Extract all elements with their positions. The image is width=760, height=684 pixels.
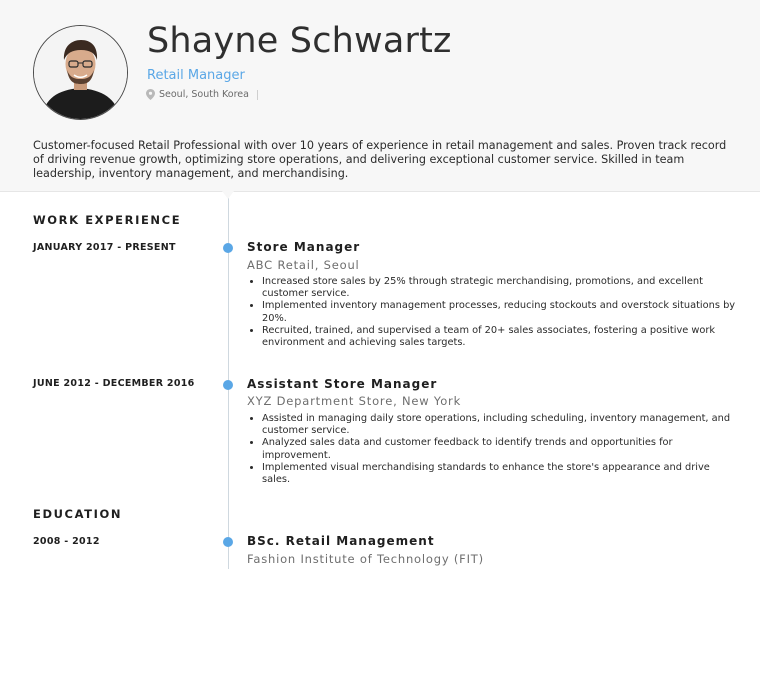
resume-header xyxy=(0,0,760,192)
education-dates: 2008 - 2012 xyxy=(33,536,100,547)
job-bullets xyxy=(247,413,737,486)
location xyxy=(146,89,258,100)
job-bullet: • Recruited, trained, and supervised a team of 20+ sales associates, fostering a positive work environment and achieving sales targets. xyxy=(262,325,737,349)
education-school: Fashion Institute of Technology (FIT) xyxy=(247,552,484,566)
candidate-name: Shayne Schwartz xyxy=(147,21,452,61)
location-divider xyxy=(257,90,258,100)
job-bullet: • Analyzed sales data and customer feedback to identify trends and opportunities for improvement. xyxy=(262,437,737,461)
job-bullets xyxy=(247,276,737,349)
job-company: ABC Retail, Seoul xyxy=(247,258,360,272)
job-bullet: • Implemented inventory management processes, reducing stockouts and overstock situations by 20%. xyxy=(262,300,737,324)
location-pin-icon xyxy=(146,89,155,100)
education-degree: BSc. Retail Management xyxy=(247,534,435,548)
job-bullet: • Increased store sales by 25% through strategic merchandising, promotions, and excellent customer service. xyxy=(262,276,737,300)
job-dates: JANUARY 2017 - PRESENT xyxy=(33,242,176,253)
timeline-dot xyxy=(223,537,233,547)
work-experience-heading: WORK EXPERIENCE xyxy=(33,213,182,227)
job-title: Retail Manager xyxy=(147,68,245,83)
job-bullet: • Assisted in managing daily store operations, including scheduling, inventory management, and customer service. xyxy=(262,413,737,437)
timeline-notch xyxy=(222,191,234,199)
job-dates: JUNE 2012 - DECEMBER 2016 xyxy=(33,378,195,389)
education-heading: EDUCATION xyxy=(33,507,123,521)
location-text: Seoul, South Korea xyxy=(159,89,249,100)
timeline-dot xyxy=(223,243,233,253)
timeline-dot xyxy=(223,380,233,390)
job-company: XYZ Department Store, New York xyxy=(247,394,462,408)
job-role: Store Manager xyxy=(247,240,361,254)
job-bullet: • Implemented visual merchandising standards to enhance the store's appearance and drive sales. xyxy=(262,462,737,486)
profile-photo xyxy=(33,25,128,120)
job-role: Assistant Store Manager xyxy=(247,377,438,391)
profile-summary: Customer-focused Retail Professional with over 10 years of experience in retail management and sales. Proven track record of driving revenue growth, optimizing store operations, and delivering exceptional customer service. Skilled in team leadership, inventory management, and merchandising. xyxy=(33,139,727,180)
